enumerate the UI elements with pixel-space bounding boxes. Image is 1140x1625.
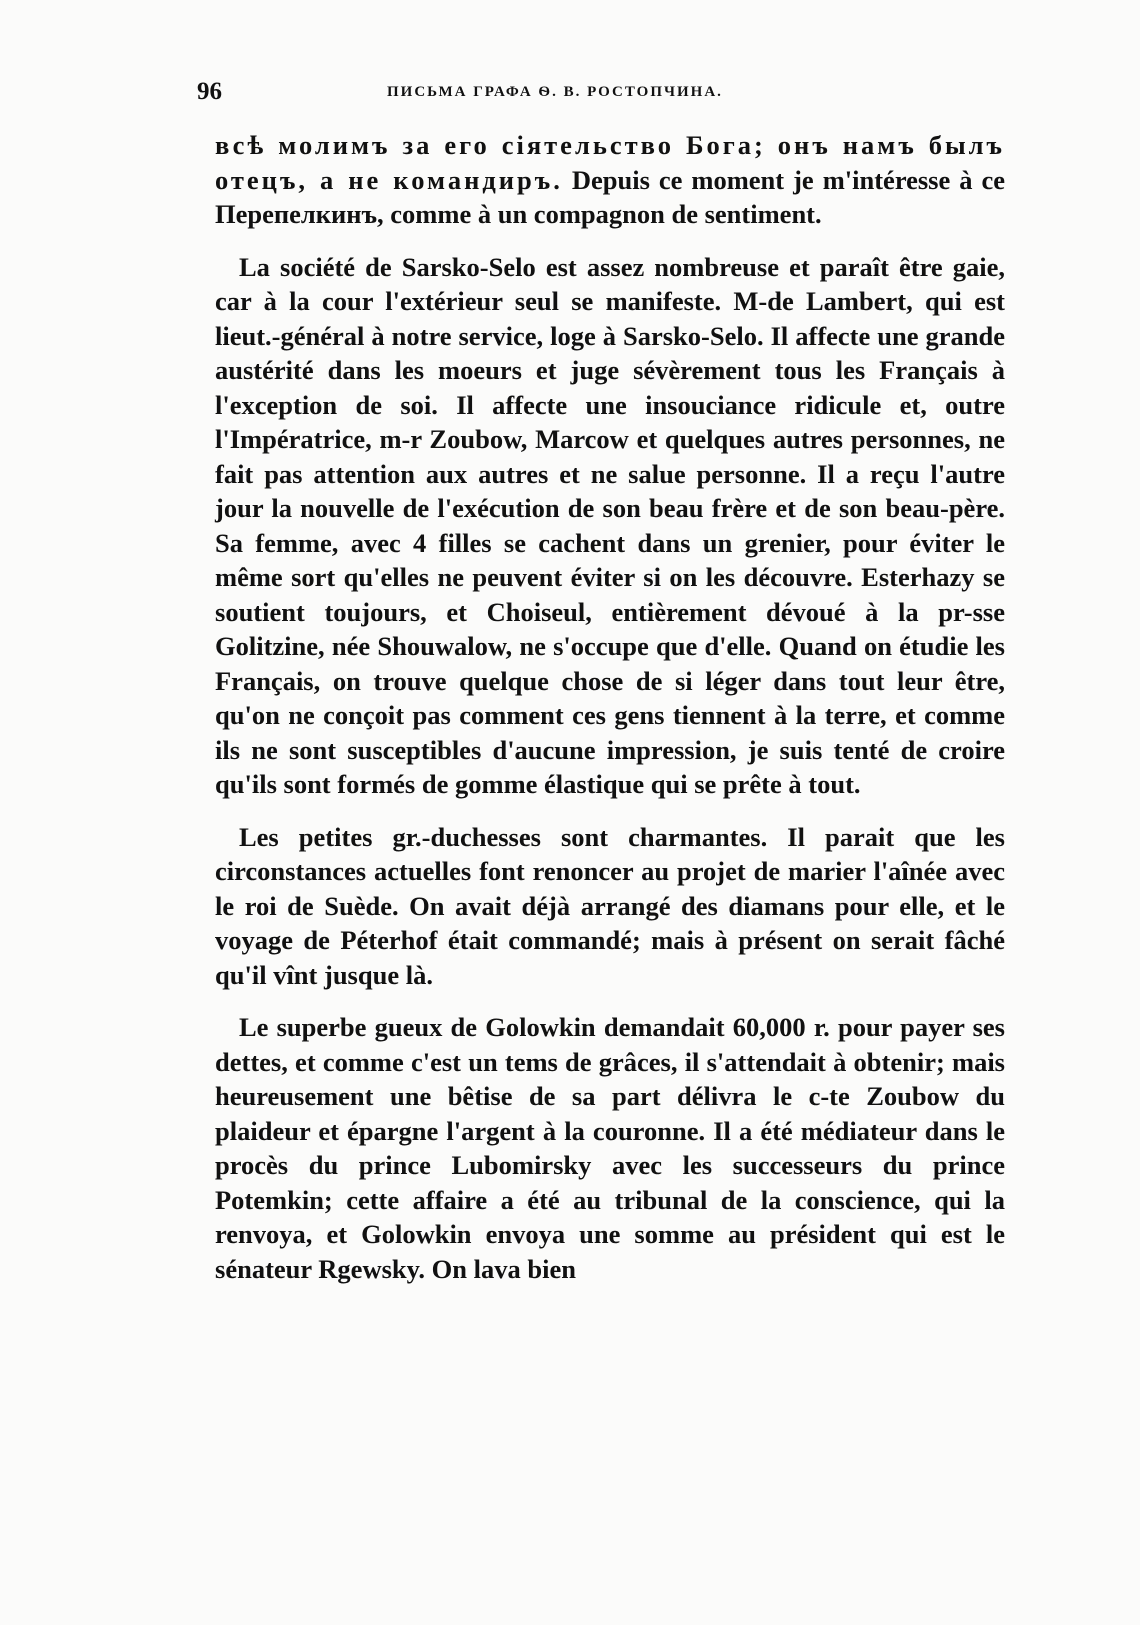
paragraph-4: Le superbe gueux de Golowkin demandait 60,000 r. pour payer ses dettes, et comme c'est un tems de grâces, il s'attendait à obtenir; mais heureusement une bêtise de sa part délivra le c-te Zoubow du plaideur et épargne l'argent à la couronne. Il a été médiateur dans le procès du prince Lubomirsky avec les successeurs du prince Potemkin; cette affaire a été au tribunal de la conscience, qui la renvoya, et Golowkin envoya une somme au président qui est le sénateur Rgewsky. On lava bien bbox=[215, 1012, 1005, 1284]
page-number: 96 bbox=[197, 78, 222, 105]
paragraph-1 bbox=[215, 128, 1005, 232]
running-title: ПИСЬМА ГРАФА Ѳ. В. РОСТОПЧИНА. bbox=[387, 84, 723, 100]
paragraph-1-text: Depuis ce moment je m'intéresse à ce Перепелкинъ, comme à un compagnon de sentiment. bbox=[215, 164, 1006, 229]
paragraph-3: Les petites gr.-duchesses sont charmantes. Il parait que les circonstances actuelles font renoncer au projet de marier l'aînée avec le roi de Suède. On avait déjà arrangé des diamans pour elle, et le voyage de Péterhof était commandé; mais à présent on serait fâché qu'il vînt jusque là. bbox=[215, 821, 1005, 990]
body-text bbox=[215, 128, 1005, 1304]
russian-quote: всѣ молимъ за его сіятельство Бога; онъ намъ былъ отецъ, а не командиръ. bbox=[215, 130, 1005, 195]
page-header bbox=[197, 78, 997, 118]
paragraph-2: La société de Sarsko-Selo est assez nombreuse et paraît être gaie, car à la cour l'extérieur seul se manifeste. M-de Lambert, qui est lieut.-général à notre service, loge à Sarsko-Selo. Il affecte une grande austérité dans les moeurs et juge sévèrement tous les Français à l'exception de soi. Il affecte une insouciance ridicule et, outre l'Impératrice, m-r Zoubow, Marcow et quelques autres personnes, ne fait pas attention aux autres et ne salue personne. Il a reçu l'autre jour la nouvelle de l'exécution de son beau frère et de son beau-père. Sa femme, avec 4 filles se cachent dans un grenier, pour éviter le même sort qu'elles ne peuvent éviter si on les découvre. Esterhazy se soutient toujours, et Choiseul, entièrement dévoué à la pr-sse Golitzine, née Shouwalow, ne s'occupe que d'elle. Quand on étudie les Français, on trouve quelque chose de si léger dans tout leur être, qu'on ne conçoit pas comment ces gens tiennent à la terre, et comme ils ne sont susceptibles d'aucune impression, je suis tenté de croire qu'ils sont formés de gomme élastique qui se prête à tout. bbox=[215, 251, 1005, 799]
